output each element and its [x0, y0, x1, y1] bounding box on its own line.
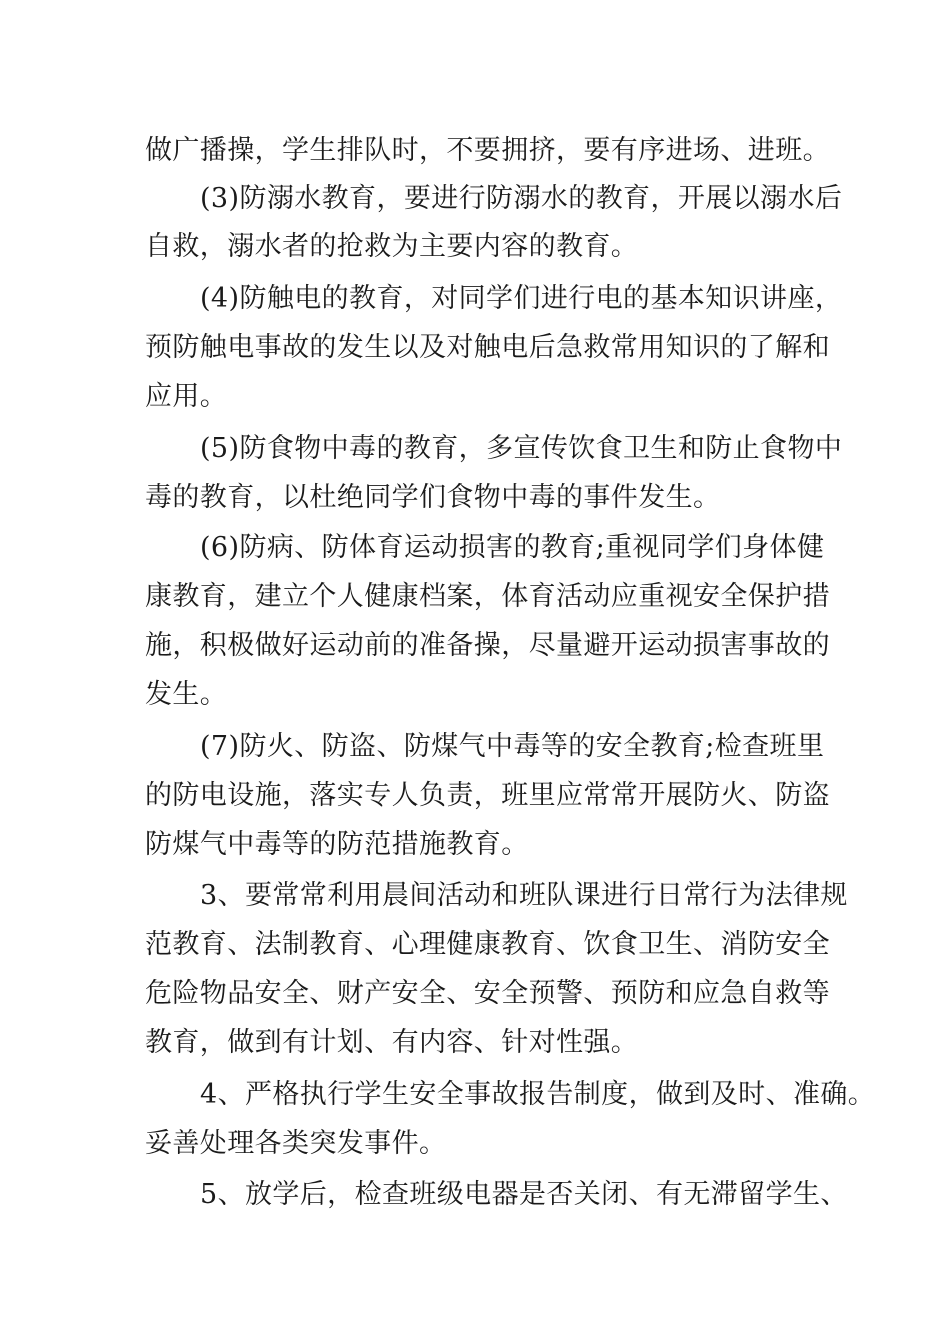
text-line: 做广播操，学生排队时，不要拥挤，要有序进场、进班。	[145, 135, 830, 166]
text-line: 妥善处理各类突发事件。	[145, 1128, 447, 1159]
text-line: 教育，做到有计划、有内容、针对性强。	[145, 1027, 639, 1058]
text-line: 应用。	[145, 381, 228, 412]
text-line: 预防触电事故的发生以及对触电后急救常用知识的了解和	[145, 332, 830, 363]
text-line: 4、严格执行学生安全事故报告制度，做到及时、准确。	[200, 1079, 876, 1110]
text-line: 的防电设施，落实专人负责，班里应常常开展防火、防盗	[145, 780, 830, 811]
text-line: 3、要常常利用晨间活动和班队课进行日常行为法律规	[200, 880, 848, 911]
text-line: 防煤气中毒等的防范措施教育。	[145, 829, 529, 860]
text-line: 康教育，建立个人健康档案，体育活动应重视安全保护措	[145, 581, 830, 612]
text-line: 毒的教育，以杜绝同学们食物中毒的事件发生。	[145, 482, 721, 513]
text-line: 发生。	[145, 679, 228, 710]
text-line: (7)防火、防盗、防煤气中毒等的安全教育;检查班里	[200, 731, 825, 762]
text-line: 危险物品安全、财产安全、安全预警、预防和应急自救等	[145, 978, 830, 1009]
text-line: 范教育、法制教育、心理健康教育、饮食卫生、消防安全	[145, 929, 830, 960]
text-line: 自救，溺水者的抢救为主要内容的教育。	[145, 231, 639, 262]
text-line: (6)防病、防体育运动损害的教育;重视同学们身体健	[200, 532, 825, 563]
text-line: 5、放学后，检查班级电器是否关闭、有无滞留学生、	[200, 1179, 848, 1210]
text-line: (4)防触电的教育，对同学们进行电的基本知识讲座，	[200, 283, 843, 314]
text-line: 施，积极做好运动前的准备操，尽量避开运动损害事故的	[145, 630, 830, 661]
text-line: (5)防食物中毒的教育，多宣传饮食卫生和防止食物中	[200, 433, 843, 464]
text-line: (3)防溺水教育，要进行防溺水的教育，开展以溺水后	[200, 183, 843, 214]
